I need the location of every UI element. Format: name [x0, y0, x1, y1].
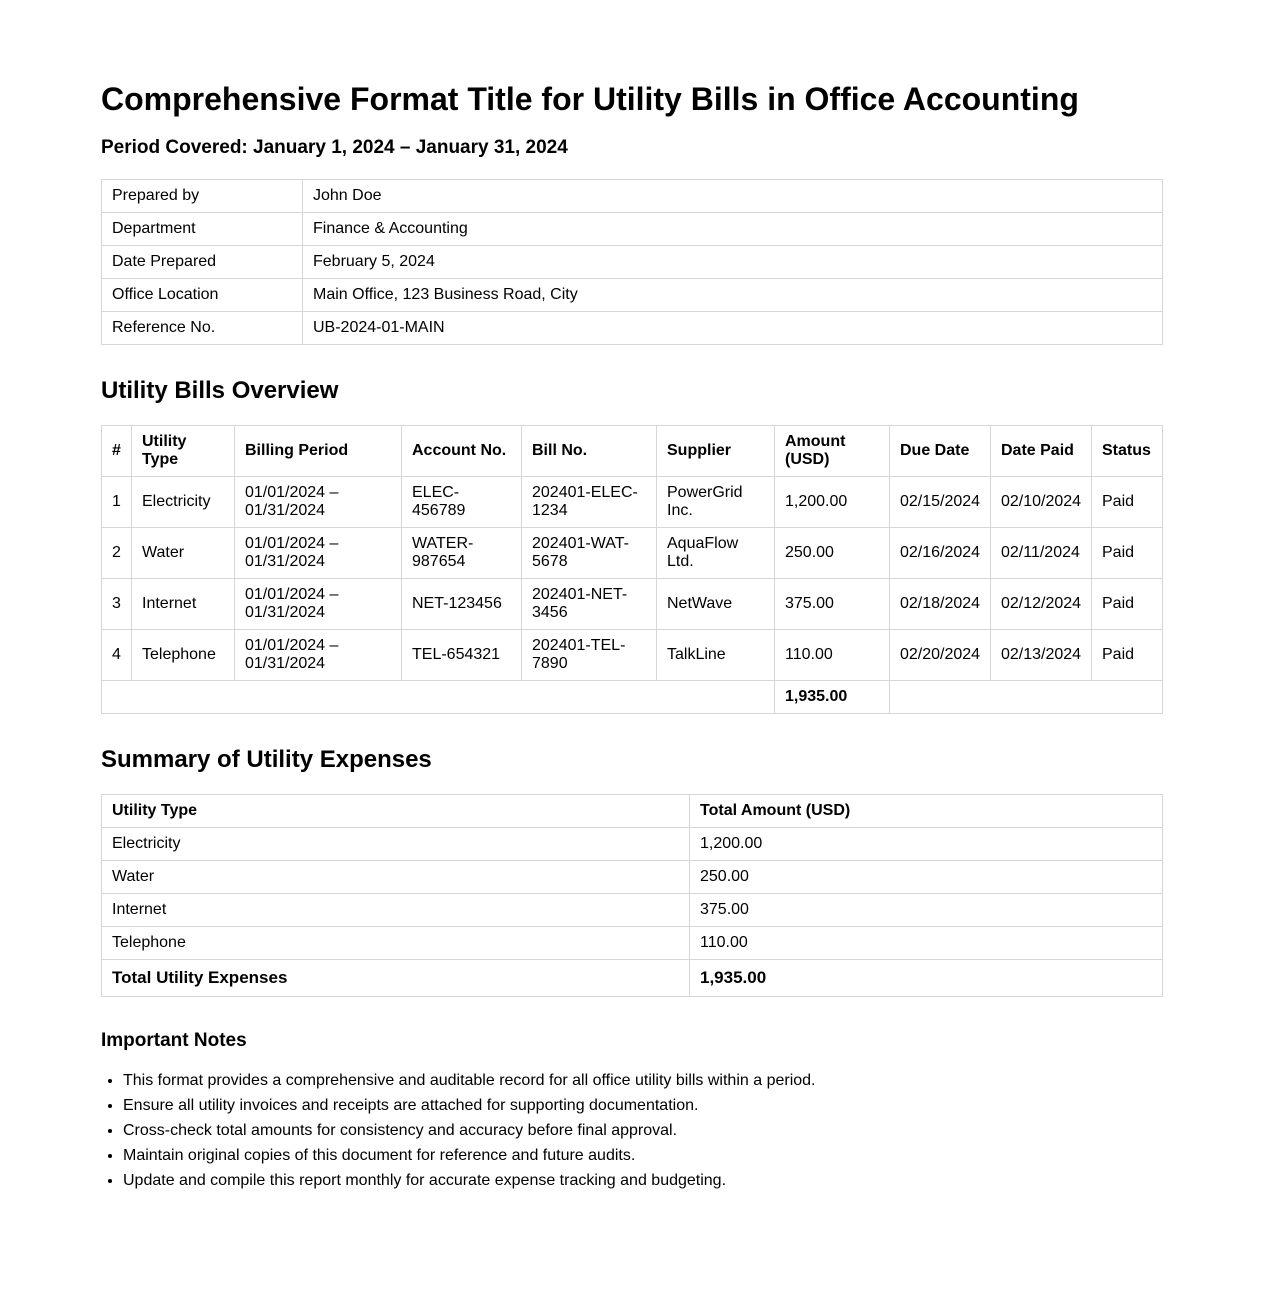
amount: 110.00: [775, 630, 890, 681]
account-no: ELEC-456789: [402, 477, 522, 528]
supplier: AquaFlow Ltd.: [657, 528, 775, 579]
utility-type: Internet: [132, 579, 235, 630]
utility-type: Electricity: [132, 477, 235, 528]
total-row: [102, 681, 1163, 714]
due-date: 02/15/2024: [890, 477, 991, 528]
due-date: 02/20/2024: [890, 630, 991, 681]
list-item: • Update and compile this report monthly for accurate expense tracking and budgeting.: [123, 1168, 1162, 1193]
bill-no: 202401-WAT-5678: [522, 528, 657, 579]
grand-total-label: Total Utility Expenses: [102, 960, 690, 997]
status: Paid: [1092, 528, 1163, 579]
meta-value: February 5, 2024: [303, 246, 1163, 279]
utility-type: Electricity: [102, 828, 690, 861]
amount: 250.00: [775, 528, 890, 579]
bill-no: 202401-NET-3456: [522, 579, 657, 630]
table-row: [102, 630, 1163, 681]
row-number: 2: [102, 528, 132, 579]
total-amount: 250.00: [690, 861, 1163, 894]
meta-label: Date Prepared: [102, 246, 303, 279]
billing-period: 01/01/2024 – 01/31/2024: [235, 477, 402, 528]
period-covered: Period Covered: January 1, 2024 – January 31, 2024: [101, 137, 568, 158]
summary-table: [101, 794, 1163, 997]
table-row: [102, 828, 1163, 861]
account-no: WATER-987654: [402, 528, 522, 579]
account-no: TEL-654321: [402, 630, 522, 681]
utility-type: Internet: [102, 894, 690, 927]
list-item: • Ensure all utility invoices and receipts are attached for supporting documentation.: [123, 1093, 1162, 1118]
column-header-bill-no: Bill No.: [522, 426, 657, 477]
billing-period: 01/01/2024 – 01/31/2024: [235, 528, 402, 579]
overview-total-amount: 1,935.00: [775, 681, 890, 714]
meta-row: [102, 246, 1163, 279]
document-title: Comprehensive Format Title for Utility Bills in Office Accounting: [101, 81, 1079, 117]
meta-row: [102, 312, 1163, 345]
row-number: 4: [102, 630, 132, 681]
list-item: • This format provides a comprehensive and auditable record for all office utility bills within a period.: [123, 1068, 1162, 1093]
table-row: [102, 861, 1163, 894]
column-header-account-no: Account No.: [402, 426, 522, 477]
row-number: 3: [102, 579, 132, 630]
column-header-date-paid: Date Paid: [991, 426, 1092, 477]
meta-value: John Doe: [303, 180, 1163, 213]
list-item: • Cross-check total amounts for consistency and accuracy before final approval.: [123, 1118, 1162, 1143]
column-header-status: Status: [1092, 426, 1163, 477]
meta-value: Finance & Accounting: [303, 213, 1163, 246]
supplier: TalkLine: [657, 630, 775, 681]
status: Paid: [1092, 630, 1163, 681]
column-header-supplier: Supplier: [657, 426, 775, 477]
utility-type: Telephone: [102, 927, 690, 960]
account-no: NET-123456: [402, 579, 522, 630]
bill-no: 202401-TEL-7890: [522, 630, 657, 681]
column-header-billing-period: Billing Period: [235, 426, 402, 477]
table-header-row: [102, 795, 1163, 828]
amount: 1,200.00: [775, 477, 890, 528]
billing-period: 01/01/2024 – 01/31/2024: [235, 579, 402, 630]
meta-row: [102, 279, 1163, 312]
notes-heading: Important Notes: [101, 1030, 247, 1051]
bill-no: 202401-ELEC-1234: [522, 477, 657, 528]
metadata-table: [101, 179, 1163, 345]
grand-total-row: [102, 960, 1163, 997]
list-item: • Maintain original copies of this document for reference and future audits.: [123, 1143, 1162, 1168]
overview-heading: Utility Bills Overview: [101, 377, 339, 404]
supplier: PowerGrid Inc.: [657, 477, 775, 528]
notes-list: [101, 1068, 1162, 1193]
total-row-spacer: [102, 681, 775, 714]
table-row: [102, 579, 1163, 630]
date-paid: 02/12/2024: [991, 579, 1092, 630]
column-header-total-amount: Total Amount (USD): [690, 795, 1163, 828]
total-amount: 1,200.00: [690, 828, 1163, 861]
supplier: NetWave: [657, 579, 775, 630]
date-paid: 02/11/2024: [991, 528, 1092, 579]
meta-row: [102, 213, 1163, 246]
grand-total-amount: 1,935.00: [690, 960, 1163, 997]
table-header-row: [102, 426, 1163, 477]
total-amount: 110.00: [690, 927, 1163, 960]
utility-bills-table: [101, 425, 1163, 714]
due-date: 02/18/2024: [890, 579, 991, 630]
table-row: [102, 927, 1163, 960]
date-paid: 02/13/2024: [991, 630, 1092, 681]
meta-row: [102, 180, 1163, 213]
meta-label: Reference No.: [102, 312, 303, 345]
billing-period: 01/01/2024 – 01/31/2024: [235, 630, 402, 681]
column-header-number: #: [102, 426, 132, 477]
row-number: 1: [102, 477, 132, 528]
summary-heading: Summary of Utility Expenses: [101, 746, 432, 773]
status: Paid: [1092, 579, 1163, 630]
meta-label: Department: [102, 213, 303, 246]
utility-type: Water: [132, 528, 235, 579]
column-header-utility-type: Utility Type: [102, 795, 690, 828]
date-paid: 02/10/2024: [991, 477, 1092, 528]
utility-type: Telephone: [132, 630, 235, 681]
meta-label: Office Location: [102, 279, 303, 312]
total-amount: 375.00: [690, 894, 1163, 927]
column-header-amount: Amount (USD): [775, 426, 890, 477]
total-row-trailing-spacer: [890, 681, 1163, 714]
utility-type: Water: [102, 861, 690, 894]
meta-value: UB-2024-01-MAIN: [303, 312, 1163, 345]
meta-label: Prepared by: [102, 180, 303, 213]
table-row: [102, 477, 1163, 528]
column-header-due-date: Due Date: [890, 426, 991, 477]
status: Paid: [1092, 477, 1163, 528]
column-header-utility-type: Utility Type: [132, 426, 235, 477]
table-row: [102, 894, 1163, 927]
meta-value: Main Office, 123 Business Road, City: [303, 279, 1163, 312]
table-row: [102, 528, 1163, 579]
amount: 375.00: [775, 579, 890, 630]
due-date: 02/16/2024: [890, 528, 991, 579]
